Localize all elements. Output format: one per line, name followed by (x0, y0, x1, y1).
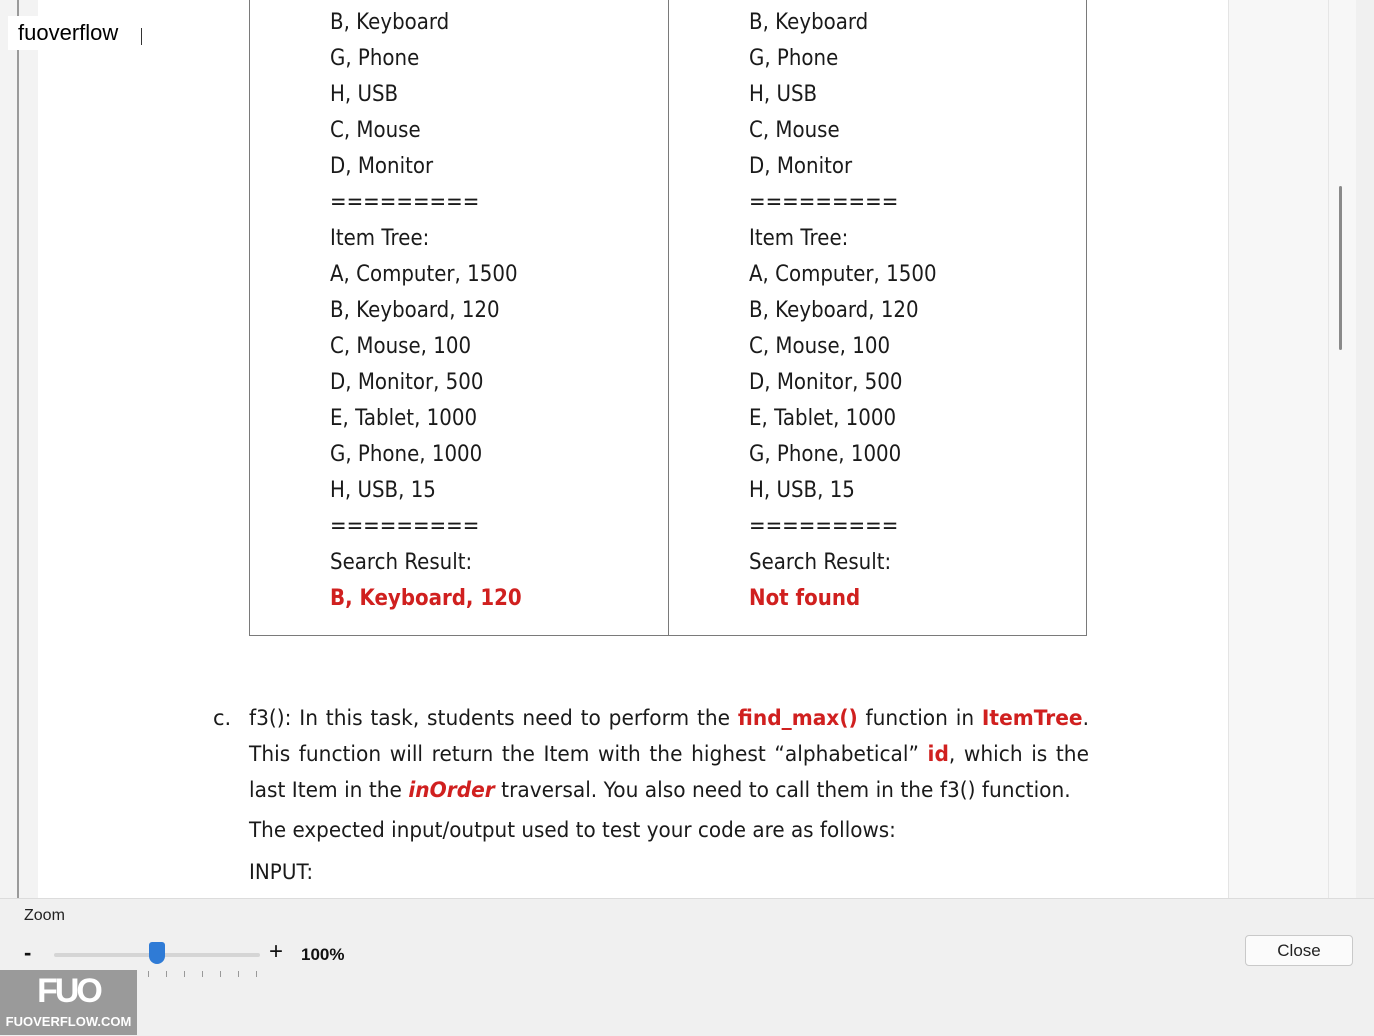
expected-io-line: The expected input/output used to test your code are as follows: (249, 818, 896, 842)
task-c-marker: c. (213, 706, 232, 730)
bottom-toolbar (0, 898, 1374, 1036)
vertical-scrollbar-thumb[interactable] (1339, 186, 1342, 350)
left-output-line: H, USB (330, 82, 399, 107)
right-output-line: H, USB, 15 (749, 478, 855, 503)
left-output-line: C, Mouse, 100 (330, 334, 472, 359)
left-output-line: B, Keyboard, 120 (330, 298, 500, 323)
right-output-line: Item Tree: (749, 226, 849, 251)
zoom-label: Zoom (24, 907, 65, 924)
right-output-line: ========= (749, 190, 899, 215)
right-output-line: E, Tablet, 1000 (749, 406, 897, 431)
watermark-logo: FUO (37, 972, 100, 1010)
right-output-line: G, Phone (749, 46, 839, 71)
output-comparison-table (249, 0, 1087, 636)
task-c-text-4: , which is the last Item in the (249, 742, 1089, 802)
right-output-line: A, Computer, 1500 (749, 262, 937, 287)
right-output-line: C, Mouse, 100 (749, 334, 891, 359)
right-output-line: B, Keyboard (749, 10, 869, 35)
left-output-line: C, Mouse (330, 118, 421, 143)
right-output-line: ========= (749, 514, 899, 539)
left-output-line: G, Phone (330, 46, 420, 71)
right-output-line: H, USB (749, 82, 818, 107)
left-border-rule (17, 0, 19, 898)
zoom-tick (220, 971, 221, 977)
left-output-line: D, Monitor (330, 154, 434, 179)
right-output-line: D, Monitor (749, 154, 853, 179)
right-output-line: B, Keyboard, 120 (749, 298, 919, 323)
zoom-tick (184, 971, 185, 977)
input-heading: INPUT: (249, 860, 314, 884)
zoom-in-button[interactable]: + (269, 938, 284, 965)
right-output-line: Search Result: (749, 550, 892, 575)
traversal-name-inorder: inOrder (408, 778, 495, 802)
right-output-line: Not found (749, 586, 861, 611)
left-output-line: H, USB, 15 (330, 478, 436, 503)
zoom-out-button[interactable]: - (24, 940, 32, 965)
text-caret (141, 28, 142, 45)
zoom-tick (202, 971, 203, 977)
left-output-line: ========= (330, 190, 480, 215)
task-c-text-3: . This function will return the Item with the highest “alphabetical” (249, 706, 1089, 766)
task-c-text-2: function in (857, 706, 982, 730)
right-output-line: D, Monitor, 500 (749, 370, 903, 395)
column-divider (668, 0, 669, 635)
left-output-line: Search Result: (330, 550, 473, 575)
right-output-line: G, Phone, 1000 (749, 442, 902, 467)
left-output-line: Item Tree: (330, 226, 430, 251)
watermark-url: FUOVERFLOW.COM (5, 1014, 132, 1029)
zoom-tick (238, 971, 239, 977)
close-button[interactable]: Close (1245, 935, 1353, 966)
left-output-line: ========= (330, 514, 480, 539)
task-c-description (249, 700, 1089, 808)
left-output-line: D, Monitor, 500 (330, 370, 484, 395)
zoom-slider-thumb[interactable] (149, 942, 165, 964)
vertical-scrollbar[interactable] (1328, 0, 1356, 898)
class-name-itemtree: ItemTree (981, 706, 1083, 730)
watermark-badge (0, 970, 137, 1035)
task-c-text-1: f3(): In this task, students need to perform the (249, 706, 738, 730)
right-gutter (1228, 0, 1329, 898)
zoom-tick (256, 971, 257, 977)
left-output-line: B, Keyboard, 120 (330, 586, 522, 611)
left-output-line: G, Phone, 1000 (330, 442, 483, 467)
left-output-line: B, Keyboard (330, 10, 450, 35)
field-name-id: id (927, 742, 949, 766)
zoom-tick (148, 971, 149, 977)
left-output-line: E, Tablet, 1000 (330, 406, 478, 431)
function-name-find-max: find_max() (737, 706, 858, 730)
zoom-value: 100% (301, 945, 345, 964)
left-output-line: A, Computer, 1500 (330, 262, 518, 287)
zoom-tick (166, 971, 167, 977)
right-output-line: C, Mouse (749, 118, 840, 143)
task-c-text-5: traversal. You also need to call them in the f3() function. (494, 778, 1071, 802)
app-title: fuoverflow (8, 16, 132, 50)
